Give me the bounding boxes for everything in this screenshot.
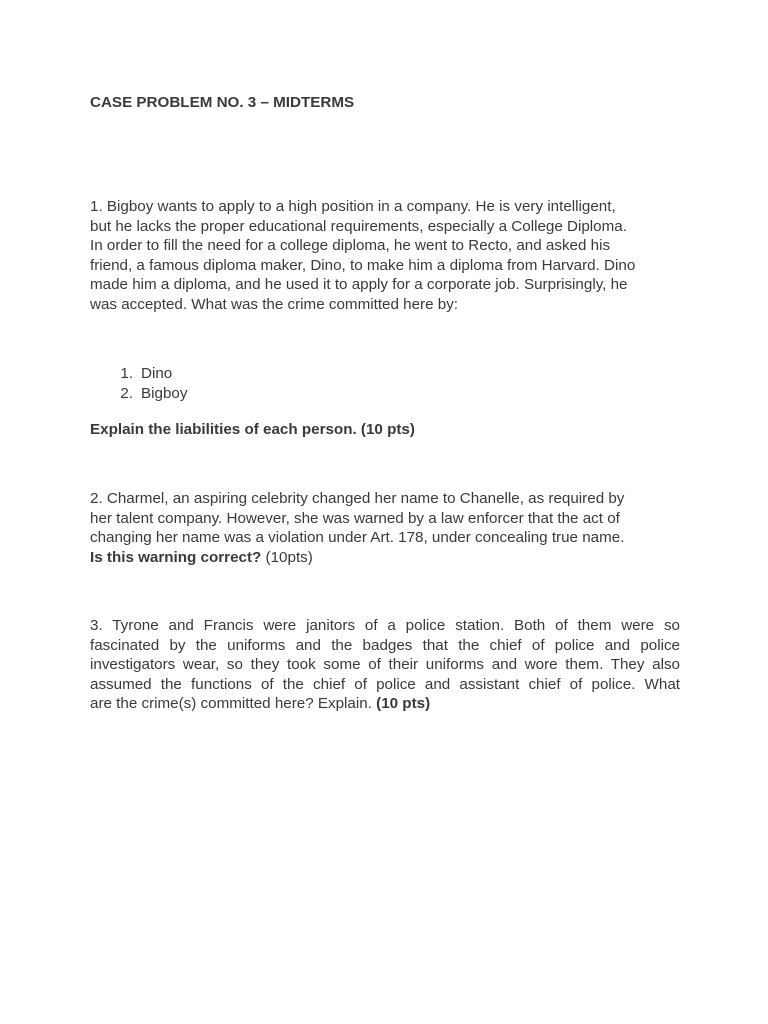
list-item-label: Bigboy (141, 384, 188, 402)
question-3-text: are the crime(s) committed here? Explain. (90, 695, 377, 713)
document-title: CASE PROBLEM NO. 3 – MIDTERMS (90, 94, 355, 111)
question-1-line: In order to fill the need for a college diploma, he went to Recto, and asked his (90, 237, 611, 255)
question-2-line: changing her name was a violation under Art. 178, under concealing true name. (90, 529, 625, 547)
list-item (90, 364, 187, 384)
question-3-line: fascinated by the uniforms and the badges that the chief of police and police (90, 636, 680, 654)
question-1-line: but he lacks the proper educational requirements, especially a College Diploma. (90, 217, 627, 235)
question-1-instruction: Explain the liabilities of each person. (10 pts) (90, 421, 415, 438)
question-3-last-line (90, 694, 680, 714)
question-1-line: friend, a famous diploma maker, Dino, to make him a diploma from Harvard. Dino (90, 256, 636, 274)
question-2-last-line (90, 548, 680, 568)
list-item (90, 384, 187, 404)
question-3-line: assumed the functions of the chief of police and assistant chief of police. What (90, 675, 680, 693)
question-1-line: was accepted. What was the crime committed here by: (90, 295, 459, 313)
question-3-points: (10 pts) (376, 695, 431, 713)
question-3-line: investigators wear, so they took some of their uniforms and wore them. They also (90, 656, 680, 674)
list-item-number: 1. (120, 365, 133, 382)
question-2-question: Is this warning correct? (90, 548, 262, 566)
question-1-list (90, 364, 187, 403)
question-1 (90, 197, 680, 315)
question-3-line: 3. Tyrone and Francis were janitors of a police station. Both of them were so (90, 617, 680, 634)
question-3 (90, 616, 680, 714)
question-1-line: made him a diploma, and he used it to apply for a corporate job. Surprisingly, he (90, 276, 628, 294)
list-item-label: Dino (141, 365, 173, 382)
question-2 (90, 489, 680, 567)
question-2-points: (10pts) (261, 548, 313, 566)
question-2-line: her talent company. However, she was warned by a law enforcer that the act of (90, 509, 620, 527)
question-1-line: 1. Bigboy wants to apply to a high position in a company. He is very intelligent, (90, 198, 616, 215)
question-2-line: 2. Charmel, an aspiring celebrity changed her name to Chanelle, as required by (90, 490, 625, 507)
list-item-number: 2. (120, 384, 133, 402)
